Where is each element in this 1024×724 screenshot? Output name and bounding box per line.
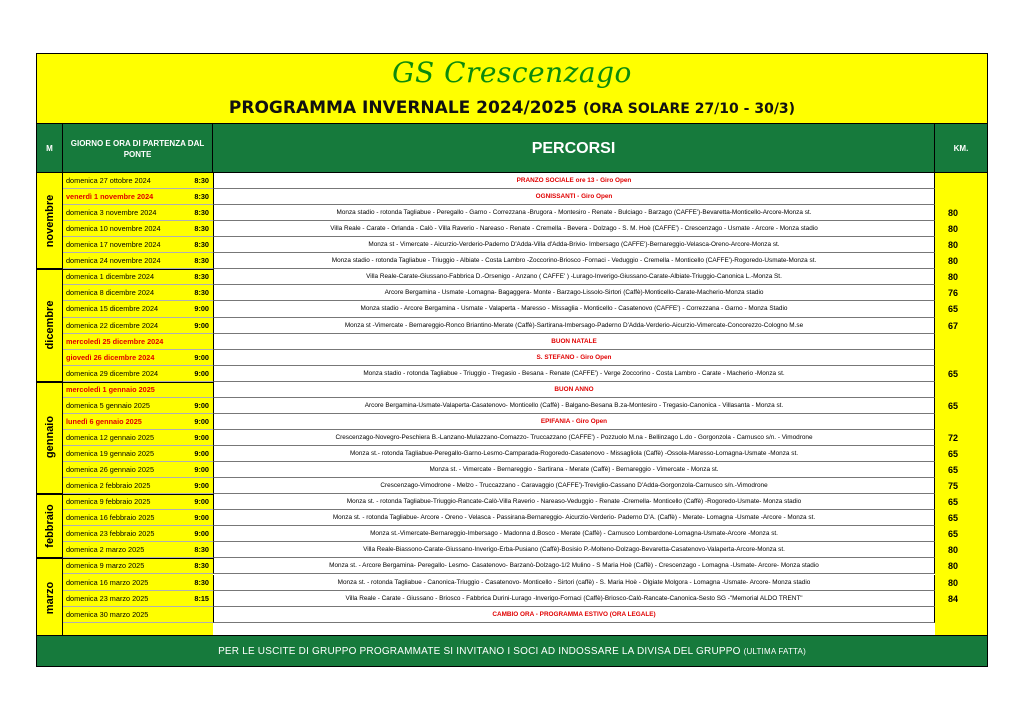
route-description: BUON NATALE: [213, 334, 935, 350]
ride-date: domenica 10 novembre 2024: [63, 221, 185, 237]
column-month: M: [37, 124, 63, 173]
route-description: Monza st. - Arcore Bergamina- Peregallo- Lesmo- Casatenovo- Barzanò-Dolzago-1/2 Mulino - S Maria Hoè (Caffè) - Crescenzago - Lomagna -Usmate- Arcore- Monza stadio: [213, 558, 935, 574]
program-title: [37, 98, 987, 118]
departure-time: 9:00: [185, 398, 213, 414]
route-km: [935, 189, 987, 205]
schedule-row: [37, 350, 987, 366]
schedule-row: [37, 462, 987, 478]
ride-date: domenica 9 febbraio 2025: [63, 494, 185, 510]
departure-time: 8:30: [185, 237, 213, 253]
ride-date: domenica 29 dicembre 2024: [63, 366, 185, 382]
column-routes: PERCORSI: [213, 124, 935, 173]
route-description: OGNISSANTI - Giro Open: [213, 189, 935, 205]
ride-date: domenica 3 novembre 2024: [63, 205, 185, 221]
schedule-row: [37, 414, 987, 430]
departure-time: 8:30: [185, 173, 213, 189]
departure-time: 8:30: [185, 269, 213, 285]
month-separator: [37, 269, 213, 270]
month-label: febbraio: [43, 504, 56, 548]
schedule-row: [37, 446, 987, 462]
route-description: Villa Reale - Carate - Giussano - Briosco - Fabbrica Durini-Lurago -Inverigo-Fornaci (Caffè)-Briosco-Calò-Rancate-Canonica-Sesto SG -"Memorial ALDO TRENT": [213, 591, 935, 607]
month-band-dicembre: [37, 269, 63, 381]
schedule-row: [37, 205, 987, 221]
departure-time: [185, 382, 213, 398]
route-km: [935, 382, 987, 398]
route-description: Monza st.- rotonda Tagliabue-Peregallo-Garno-Lesmo-Camparada-Rogoredo-Casatenovo - Missagliola (Caffè) -Ossola-Maresso-Lomagna-Usmate -Monza st.: [213, 446, 935, 462]
route-km: 80: [947, 208, 958, 219]
route-description: Monza stadio - Arcore Bergamina - Usmate - Valaperta - Maresso - Missaglia - Monticello - Casatenovo (CAFFE') - Correzzana - Garno - Monza Stadio: [213, 301, 935, 317]
departure-time: 8:30: [185, 205, 213, 221]
schedule-row: [37, 334, 987, 350]
departure-time: 9:00: [185, 318, 213, 334]
month-band-gennaio: [37, 382, 63, 494]
program-name: PROGRAMMA INVERNALE 2024/2025: [228, 98, 578, 118]
footer-subnote: (ULTIMA FATTA): [743, 647, 806, 656]
route-km: 75: [947, 481, 958, 492]
ride-date: domenica 22 dicembre 2024: [63, 318, 185, 334]
route-description: Crescenzago-Vimodrone - Melzo - Truccazzano - Caravaggio (CAFFE')-Treviglio-Cassano D'Adda-Gorgonzola-Carnusco s/n.-Vimodrone: [213, 478, 935, 494]
ride-date: domenica 24 novembre 2024: [63, 253, 185, 269]
route-description: EPIFANIA - Giro Open: [213, 414, 935, 430]
schedule-row: [37, 526, 987, 542]
column-km: KM.: [953, 144, 969, 153]
ride-date: domenica 9 marzo 2025: [63, 558, 185, 574]
program-subtitle: (ORA SOLARE 27/10 - 30/3): [582, 101, 796, 117]
schedule-row: [37, 189, 987, 205]
route-description: Monza st. - rotonda Tagliabue-Triuggio-Rancate-Calò-Villa Raverio - Nareaso-Veduggio - Renate -Cremella- Monticello (Caffè) -Rogoredo-Usmate- Monza stadio: [213, 494, 935, 510]
ride-date: domenica 27 ottobre 2024: [63, 173, 185, 189]
departure-time: 8:30: [185, 189, 213, 205]
route-description: Monza stadio - rotonda Tagliabue - Peregallo - Garno - Correzzana -Brugora - Montesiro - Renate - Bulciago - Barzago (CAFFE')-Bevaretta-Monticello-Arcore-Monza st.: [213, 205, 935, 221]
month-band-novembre: [37, 173, 63, 269]
route-km: [935, 414, 987, 430]
schedule-sheet: [36, 53, 988, 667]
departure-time: 9:00: [185, 446, 213, 462]
month-label: gennaio: [43, 416, 56, 459]
schedule-row: [37, 575, 987, 591]
schedule-row: [37, 221, 987, 237]
route-km: 80: [947, 224, 958, 235]
month-label: novembre: [43, 194, 56, 247]
departure-time: 9:00: [185, 510, 213, 526]
route-description: Monza st -Vimercate - Bernareggio-Ronco Briantino-Merate (Caffè)-Sartirana-Imbersago-Paderno D'Adda-Verderio-Aicurzio-Vimercate-Concorezzo-Cologno M.se: [213, 318, 935, 334]
route-km: 80: [947, 545, 958, 556]
month-label: marzo: [43, 581, 56, 615]
route-description: S. STEFANO - Giro Open: [213, 350, 935, 366]
route-description: PRANZO SOCIALE ore 13 - Giro Open: [213, 173, 935, 189]
departure-time: 9:00: [185, 494, 213, 510]
footer-note: [37, 635, 987, 666]
route-description: Arcore Bergamina - Usmate -Lomagna- Bagaggera- Monte - Barzago-Lissolo-Sirtori (Caffè)-Monticello-Carate-Macherio-Monza stadio: [213, 285, 935, 301]
club-name: GS Crescenzago: [392, 56, 632, 89]
ride-date: domenica 17 novembre 2024: [63, 237, 185, 253]
departure-time: 8:30: [185, 285, 213, 301]
route-km: 67: [947, 320, 958, 331]
route-km: 65: [947, 449, 958, 460]
schedule-row: [37, 301, 987, 317]
month-band-febbraio: [37, 494, 63, 558]
departure-time: 8:30: [185, 221, 213, 237]
route-km: 65: [947, 400, 958, 411]
schedule-row: [37, 237, 987, 253]
route-km: 76: [947, 288, 958, 299]
schedule-row: [37, 607, 987, 623]
departure-time: [185, 607, 213, 623]
schedule-row: [37, 366, 987, 382]
ride-date: domenica 2 febbraio 2025: [63, 478, 185, 494]
departure-time: 9:00: [185, 478, 213, 494]
route-description: CAMBIO ORA - PROGRAMMA ESTIVO (ORA LEGALE): [213, 607, 935, 623]
schedule-row: [37, 494, 987, 510]
route-km: 65: [947, 304, 958, 315]
route-km: 72: [947, 432, 958, 443]
departure-time: [185, 334, 213, 350]
departure-time: 9:00: [185, 414, 213, 430]
ride-date: mercoledì 25 dicembre 2024: [63, 334, 185, 350]
ride-date: giovedì 26 dicembre 2024: [63, 350, 185, 366]
column-day-time: GIORNO E ORA DI PARTENZA DAL PONTE: [63, 124, 213, 173]
ride-date: domenica 1 dicembre 2024: [63, 269, 185, 285]
ride-date: domenica 30 marzo 2025: [63, 607, 185, 623]
ride-date: domenica 5 gennaio 2025: [63, 398, 185, 414]
schedule-row: [37, 318, 987, 334]
departure-time: 8:15: [185, 591, 213, 607]
departure-time: 9:00: [185, 526, 213, 542]
route-description: Monza st. - Vimercate - Bernareggio - Sartirana - Merate (Caffè) - Bernareggio - Vimercate - Monza st.: [213, 462, 935, 478]
route-km: 80: [947, 272, 958, 283]
month-separator: [37, 382, 213, 383]
ride-date: domenica 16 marzo 2025: [63, 575, 185, 591]
ride-date: domenica 2 marzo 2025: [63, 542, 185, 558]
ride-date: lunedì 6 gennaio 2025: [63, 414, 185, 430]
schedule-row: [37, 510, 987, 526]
departure-time: 9:00: [185, 430, 213, 446]
route-description: Crescenzago-Novegro-Peschiera B.-Lanzano-Mulazzano-Comazzo- Truccazzano (CAFFE') - Pozzuolo M.na - Bellinzago L.do - Gorgonzola - Carnusco s/n. - Vimodrone: [213, 430, 935, 446]
route-km: 65: [947, 497, 958, 508]
route-km: [935, 607, 987, 623]
ride-date: mercoledì 1 gennaio 2025: [63, 382, 185, 398]
departure-time: 9:00: [185, 350, 213, 366]
route-km: 80: [947, 561, 958, 572]
schedule-row: [37, 269, 987, 285]
route-km: 84: [947, 593, 958, 604]
departure-time: 9:00: [185, 301, 213, 317]
route-description: Monza st - Vimercate - Aicurzio-Verderio-Paderno D'Adda-Villa d'Adda-Brivio- Imbersago (CAFFE')-Bernareggio-Velasca-Oreno-Arcore-Monza st.: [213, 237, 935, 253]
route-description: Monza st. - rotonda Tagliabue - Canonica-Triuggio - Casatenovo- Monticello - Sirtori (caffè) - S. Maria Hoè - Olgiate Molgora - Lomagna -Usmate- Arcore- Monza stadio: [213, 575, 935, 591]
schedule-row: [37, 591, 987, 607]
month-band-marzo: [37, 558, 63, 638]
ride-date: domenica 8 dicembre 2024: [63, 285, 185, 301]
ride-date: domenica 23 febbraio 2025: [63, 526, 185, 542]
departure-time: 9:00: [185, 462, 213, 478]
route-description: Villa Reale-Carate-Giussano-Fabbrica D.-Orsenigo - Anzano ( CAFFE' ) -Lurago-Inverigo-Giussano-Carate-Albiate-Triuggio-Canonica L.-Monza St.: [213, 269, 935, 285]
schedule-row: [37, 253, 987, 269]
ride-date: domenica 19 gennaio 2025: [63, 446, 185, 462]
schedule-row: [37, 382, 987, 398]
schedule-row: [37, 542, 987, 558]
route-km: [935, 173, 987, 189]
route-km: 65: [947, 465, 958, 476]
departure-time: 9:00: [185, 366, 213, 382]
route-description: Monza stadio - rotonda Tagliabue - Triuggio - Tregasio - Besana - Renate (CAFFE') - Verge Zoccorino - Costa Lambro - Carate - Macherio -Monza st.: [213, 366, 935, 382]
schedule-row: [37, 285, 987, 301]
route-description: Monza st. - rotonda Tagliabue- Arcore - Oreno - Velasca - Passirana-Bernareggio- Aicurzio-Verderio- Paderno D'A. (Caffè) - Merate- Lomagna -Usmate -Arcore - Monza st.: [213, 510, 935, 526]
ride-date: domenica 26 gennaio 2025: [63, 462, 185, 478]
schedule-row: [37, 478, 987, 494]
footer-text: PER LE USCITE DI GRUPPO PROGRAMMATE SI INVITANO I SOCI AD INDOSSARE LA DIVISA DEL GRUPPO: [218, 646, 741, 657]
route-km: 80: [947, 256, 958, 267]
departure-time: 8:30: [185, 558, 213, 574]
route-description: BUON ANNO: [213, 382, 935, 398]
route-description: Monza stadio - rotonda Tagliabue - Triuggio - Albiate - Costa Lambro -Zoccorino-Briosco -Fornaci - Veduggio - Cremella - Monticello (CAFFE')-Rogoredo-Usmate-Monza st.: [213, 253, 935, 269]
column-header: [37, 124, 987, 173]
ride-date: domenica 23 marzo 2025: [63, 591, 185, 607]
route-km: [935, 350, 987, 366]
month-separator: [37, 494, 213, 495]
route-description: Villa Reale - Carate - Orlanda - Calò - Villa Raverio - Nareaso - Renate - Cremella - Bevera - Dolzago - S. M. Hoè (CAFFE') - Crescenzago - Usmate - Arcore - Monza stadio: [213, 221, 935, 237]
month-label: dicembre: [43, 300, 56, 350]
ride-date: domenica 15 dicembre 2024: [63, 301, 185, 317]
ride-date: domenica 16 febbraio 2025: [63, 510, 185, 526]
route-km: 65: [947, 529, 958, 540]
ride-date: venerdì 1 novembre 2024: [63, 189, 185, 205]
month-separator: [37, 558, 213, 559]
route-description: Arcore Bergamina-Usmate-Valaperta-Casatenovo- Monticello (Caffè) - Balgano-Besana B.za-Montesiro - Tregasio-Canonica - Villasanta - Monza st.: [213, 398, 935, 414]
departure-time: 8:30: [185, 542, 213, 558]
departure-time: 8:30: [185, 253, 213, 269]
route-km: 65: [947, 368, 958, 379]
ride-date: domenica 12 gennaio 2025: [63, 430, 185, 446]
schedule-row: [37, 430, 987, 446]
schedule-row: [37, 173, 987, 189]
route-description: Monza st.-Vimercate-Bernareggio-Imbersago - Madonna d.Bosco - Merate (Caffè) - Carnusco Lombardone-Lomagna-Usmate-Arcore -Monza st.: [213, 526, 935, 542]
departure-time: 8:30: [185, 575, 213, 591]
route-km: [935, 334, 987, 350]
schedule-row: [37, 398, 987, 414]
route-km: 65: [947, 513, 958, 524]
title-banner: [37, 54, 987, 124]
route-description: Villa Reale-Biassono-Carate-Giussano-Inverigo-Erba-Pusiano (Caffè)-Bosisio P.-Molteno-Dolzago-Bevaretta-Casatenovo-Valaperta-Arcore-Monza st.: [213, 542, 935, 558]
route-km: 80: [947, 577, 958, 588]
schedule-row: [37, 558, 987, 574]
route-km: 80: [947, 240, 958, 251]
